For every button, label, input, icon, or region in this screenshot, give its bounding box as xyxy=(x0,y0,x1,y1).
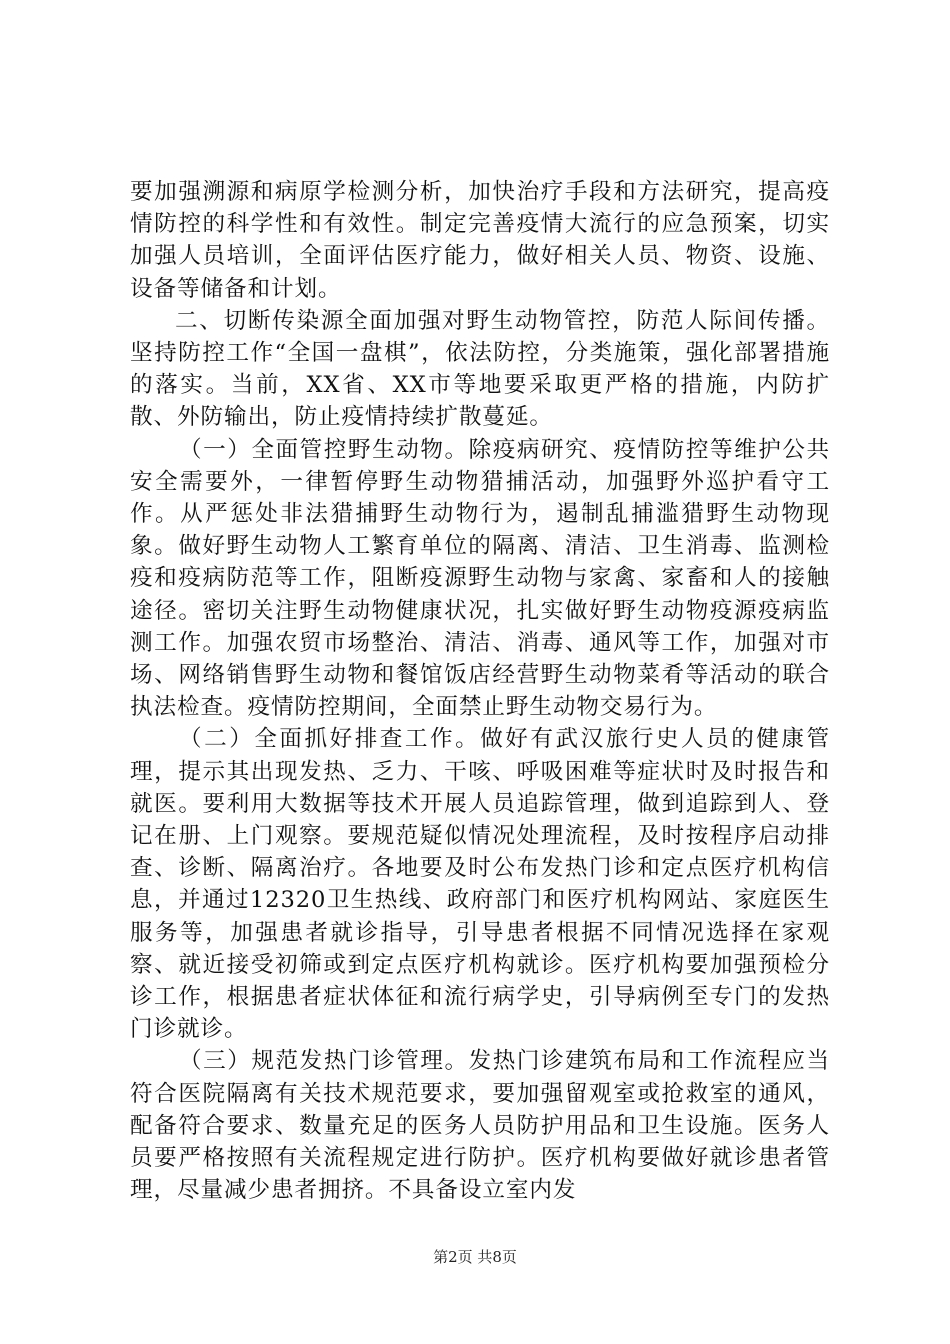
page-number-footer: 第2页 共8页 xyxy=(433,1248,517,1266)
document-body xyxy=(130,176,830,1207)
paragraph-section-two: 二、切断传染源全面加强对野生动物管控，防范人际间传播。坚持防控工作“全国一盘棋”，依法防控，分类施策，强化部署措施的落实。当前，XX省、XX市等地要采取更严格的措施，内防扩散、外防输出，防止疫情持续扩散蔓延。 xyxy=(130,307,830,431)
paragraph-item-two: （二）全面抓好排查工作。做好有武汉旅行史人员的健康管理，提示其出现发热、乏力、干咳、呼吸困难等症状时及时报告和就医。要利用大数据等技术开展人员追踪管理，做到追踪到人、登记在册、上门观察。要规范疑似情况处理流程，及时按程序启动排查、诊断、隔离治疗。各地要及时公布发热门诊和定点医疗机构信息，并通过12320卫生热线、政府部门和医疗机构网站、家庭医生服务等，加强患者就诊指导，引导患者根据不同情况选择在家观察、就近接受初筛或到定点医疗机构就诊。医疗机构要加强预检分诊工作，根据患者症状体征和流行病学史，引导病例至专门的发热门诊就诊。 xyxy=(130,726,830,1043)
paragraph-continuation: 要加强溯源和病原学检测分析，加快治疗手段和方法研究，提高疫情防控的科学性和有效性。制定完善疫情大流行的应急预案，切实加强人员培训，全面评估医疗能力，做好相关人员、物资、设施、设备等储备和计划。 xyxy=(130,179,830,302)
paragraph-item-three: （三）规范发热门诊管理。发热门诊建筑布局和工作流程应当符合医院隔离有关技术规范要求，要加强留观室或抢救室的通风，配备符合要求、数量充足的医务人员防护用品和卫生设施。医务人员要严格按照有关流程规定进行防护。医疗机构要做好就诊患者管理，尽量减少患者拥挤。不具备设立室内发 xyxy=(130,1048,830,1204)
paragraph-item-one: （一）全面管控野生动物。除疫病研究、疫情防控等维护公共安全需要外，一律暂停野生动物猎捕活动，加强野外巡护看守工作。从严惩处非法猎捕野生动物行为，遏制乱捕滥猎野生动物现象。做好野生动物人工繁育单位的隔离、清洁、卫生消毒、监测检疫和疫病防范等工作，阻断疫源野生动物与家禽、家畜和人的接触途径。密切关注野生动物健康状况，扎实做好野生动物疫源疫病监测工作。加强农贸市场整治、清洁、消毒、通风等工作，加强对市场、网络销售野生动物和餐馆饭店经营野生动物菜肴等活动的联合执法检查。疫情防控期间，全面禁止野生动物交易行为。 xyxy=(130,436,830,721)
